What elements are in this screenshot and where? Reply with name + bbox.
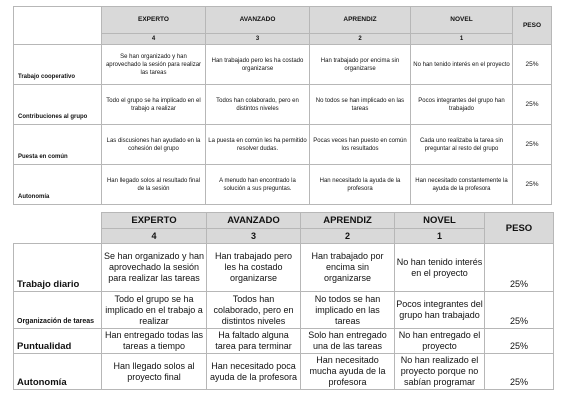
rubric-cell: Pocos integrantes del grupo han trabajado — [395, 292, 485, 329]
rubric-cell: Las discusiones han ayudado en la cohesión del grupo — [102, 125, 206, 165]
rubric-cell: Pocos integrantes del grupo han trabajado — [411, 85, 513, 125]
rubric-cell: Han trabajado por encima sin organizarse — [301, 244, 395, 292]
level-header-novel: NOVEL — [395, 213, 485, 229]
rubric-cell: Han llegado solos al proyecto final — [102, 354, 207, 390]
criterion-label: Contribuciones al grupo — [14, 85, 102, 125]
score-2: 2 — [310, 34, 411, 45]
level-header-avanzado: AVANZADO — [207, 213, 301, 229]
score-3: 3 — [206, 34, 310, 45]
score-4: 4 — [102, 34, 206, 45]
rubric-cell: Pocas veces han puesto en común los resultados — [310, 125, 411, 165]
rubric-cell: Todos han colaborado, pero en distintos niveles — [207, 292, 301, 329]
table-row — [14, 85, 552, 125]
table-row — [14, 244, 554, 292]
level-header-experto: EXPERTO — [102, 7, 206, 34]
corner-cell — [14, 7, 102, 45]
score-2: 2 — [301, 229, 395, 244]
rubric-cell: Han entregado todas las tareas a tiempo — [102, 329, 207, 354]
criterion-label: Organización de tareas — [14, 292, 102, 329]
rubric-cell: Han llegado solos al resultado final de la sesión — [102, 165, 206, 205]
weight-value: 25% — [513, 165, 552, 205]
rubric-cell: No han tenido interés en el proyecto — [395, 244, 485, 292]
criterion-label: Autonomía — [14, 165, 102, 205]
rubric-cell: Todos han colaborado, pero en distintos niveles — [206, 85, 310, 125]
table-row — [14, 125, 552, 165]
weight-header: PESO — [485, 213, 554, 244]
criterion-label: Puntualidad — [14, 329, 102, 354]
level-header-avanzado: AVANZADO — [206, 7, 310, 34]
weight-value: 25% — [513, 45, 552, 85]
rubric-cell: Todo el grupo se ha implicado en el trabajo a realizar — [102, 85, 206, 125]
criterion-label: Puesta en común — [14, 125, 102, 165]
rubric-table-1 — [13, 6, 552, 205]
weight-header: PESO — [513, 7, 552, 45]
level-header-aprendiz: APRENDIZ — [310, 7, 411, 34]
rubric-cell: No han realizado el proyecto porque no sabían programar — [395, 354, 485, 390]
rubric-cell: A menudo han encontrado la solución a sus preguntas. — [206, 165, 310, 205]
weight-value: 25% — [513, 85, 552, 125]
criterion-label: Trabajo diario — [14, 244, 102, 292]
rubric-cell: Han necesitado constantemente la ayuda de la profesora — [411, 165, 513, 205]
score-1: 1 — [395, 229, 485, 244]
rubric-cell: Todo el grupo se ha implicado en el trabajo a realizar — [102, 292, 207, 329]
rubric-cell: No todos se han implicado en las tareas — [301, 292, 395, 329]
score-3: 3 — [207, 229, 301, 244]
score-4: 4 — [102, 229, 207, 244]
rubric-cell: No todos se han implicado en las tareas — [310, 85, 411, 125]
criterion-label: Trabajo cooperativo — [14, 45, 102, 85]
rubric-cell: Se han organizado y han aprovechado la sesión para realizar las tareas — [102, 45, 206, 85]
rubric-table-2 — [13, 212, 554, 390]
table-row — [14, 354, 554, 390]
corner-cell — [14, 213, 102, 244]
rubric-cell: No han entregado el proyecto — [395, 329, 485, 354]
weight-value: 25% — [485, 292, 554, 329]
rubric-cell: La puesta en común les ha permitido resolver dudas. — [206, 125, 310, 165]
rubric-cell: Se han organizado y han aprovechado la sesión para realizar las tareas — [102, 244, 207, 292]
rubric-cell: Solo han entregado una de las tareas — [301, 329, 395, 354]
table-row — [14, 45, 552, 85]
weight-value: 25% — [485, 244, 554, 292]
rubric-cell: Cada uno realizaba la tarea sin preguntar al resto del grupo — [411, 125, 513, 165]
rubric-cell: Ha faltado alguna tarea para terminar — [207, 329, 301, 354]
score-1: 1 — [411, 34, 513, 45]
rubric-cell: Han necesitado mucha ayuda de la profesora — [301, 354, 395, 390]
rubric-cell: Han necesitado la ayuda de la profesora — [310, 165, 411, 205]
level-header-novel: NOVEL — [411, 7, 513, 34]
rubric-cell: Han trabajado pero les ha costado organizarse — [206, 45, 310, 85]
rubric-cell: Han trabajado pero les ha costado organizarse — [207, 244, 301, 292]
level-header-aprendiz: APRENDIZ — [301, 213, 395, 229]
weight-value: 25% — [485, 329, 554, 354]
rubric-cell: Han necesitado poca ayuda de la profesora — [207, 354, 301, 390]
rubric-cell: Han trabajado por encima sin organizarse — [310, 45, 411, 85]
rubric-cell: No han tenido interés en el proyecto — [411, 45, 513, 85]
level-header-experto: EXPERTO — [102, 213, 207, 229]
weight-value: 25% — [485, 354, 554, 390]
table-row — [14, 329, 554, 354]
table-row — [14, 292, 554, 329]
table-row — [14, 165, 552, 205]
criterion-label: Autonomía — [14, 354, 102, 390]
weight-value: 25% — [513, 125, 552, 165]
